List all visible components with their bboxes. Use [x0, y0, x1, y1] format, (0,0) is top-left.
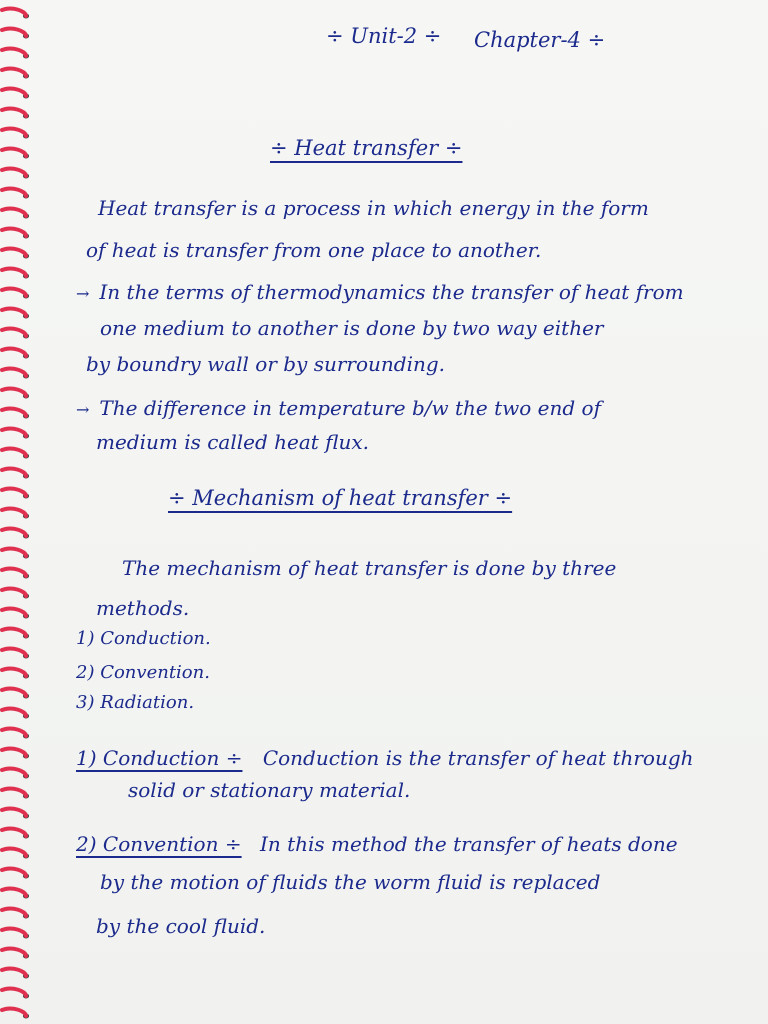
chapter-title: Chapter-4 ÷ — [474, 28, 606, 52]
spiral-ring — [2, 269, 26, 276]
spiral-ring — [2, 589, 26, 596]
spiral-ring — [2, 69, 26, 76]
spiral-ring — [2, 409, 26, 416]
spiral-ring — [2, 89, 26, 96]
spiral-ring — [2, 989, 26, 996]
spiral-ring — [2, 249, 26, 256]
spiral-ring — [2, 709, 26, 716]
conduction-text: Conduction is the transfer of heat through — [262, 746, 694, 770]
bullet-2-text: The difference in temperature b/w the two end of — [99, 396, 601, 420]
definition-line-2: of heat is transfer from one place to another. — [86, 238, 542, 262]
spiral-ring — [2, 969, 26, 976]
conduction-line-2: solid or stationary material. — [128, 778, 411, 802]
spiral-ring — [2, 149, 26, 156]
spiral-ring — [2, 729, 26, 736]
spiral-ring — [2, 829, 26, 836]
bullet-1-line-3: by boundry wall or by surrounding. — [86, 352, 446, 376]
spiral-ring — [2, 949, 26, 956]
spiral-ring — [2, 629, 26, 636]
spiral-ring — [2, 909, 26, 916]
method-item-2: 2) Convention. — [76, 662, 210, 683]
spiral-ring — [2, 809, 26, 816]
bullet-2-line-2: medium is called heat flux. — [96, 430, 370, 454]
convention-term: 2) Convention ÷ — [76, 832, 242, 856]
conduction-term: 1) Conduction ÷ — [76, 746, 243, 770]
spiral-ring — [2, 169, 26, 176]
spiral-ring — [2, 669, 26, 676]
spiral-ring — [2, 309, 26, 316]
spiral-ring — [2, 869, 26, 876]
convention-line-1 — [76, 834, 678, 854]
spiral-ring — [2, 489, 26, 496]
spiral-ring — [2, 369, 26, 376]
spiral-ring — [2, 789, 26, 796]
spiral-ring — [2, 449, 26, 456]
heat-transfer-heading: ÷ Heat transfer ÷ — [270, 136, 463, 160]
spiral-ring — [2, 389, 26, 396]
convention-line-3: by the cool fluid. — [96, 914, 266, 938]
mechanism-intro-line-2: methods. — [96, 596, 190, 620]
definition-line-1: Heat transfer is a process in which energy in the form — [98, 196, 649, 220]
spiral-ring — [2, 109, 26, 116]
spiral-ring — [2, 229, 26, 236]
spiral-ring — [2, 569, 26, 576]
spiral-ring — [2, 209, 26, 216]
spiral-ring — [2, 189, 26, 196]
spiral-ring — [2, 49, 26, 56]
spiral-ring — [2, 649, 26, 656]
spiral-ring — [2, 849, 26, 856]
bullet-1-line-2: one medium to another is done by two way either — [100, 316, 604, 340]
spiral-ring — [2, 329, 26, 336]
spiral-ring — [2, 689, 26, 696]
conduction-line-1 — [76, 748, 694, 768]
spiral-ring — [2, 889, 26, 896]
spiral-ring — [2, 29, 26, 36]
spiral-ring — [2, 509, 26, 516]
arrow-icon: → — [76, 284, 90, 303]
spiral-ring — [2, 609, 26, 616]
spiral-ring — [2, 749, 26, 756]
spiral-ring — [2, 529, 26, 536]
mechanism-heading: ÷ Mechanism of heat transfer ÷ — [168, 486, 513, 510]
mechanism-intro-line-1: The mechanism of heat transfer is done by three — [122, 556, 617, 580]
method-item-3: 3) Radiation. — [76, 692, 195, 713]
bullet-2-line-1 — [76, 398, 601, 418]
unit-title: ÷ Unit-2 ÷ — [326, 24, 442, 48]
spiral-ring — [2, 769, 26, 776]
spiral-ring — [2, 469, 26, 476]
bullet-1-text: In the terms of thermodynamics the transfer of heat from — [99, 280, 684, 304]
spiral-ring — [2, 9, 26, 16]
spiral-ring — [2, 349, 26, 356]
spiral-ring — [2, 289, 26, 296]
method-item-1: 1) Conduction. — [76, 628, 211, 649]
spiral-ring — [2, 429, 26, 436]
arrow-icon: → — [76, 400, 90, 419]
convention-text: In this method the transfer of heats done — [259, 832, 678, 856]
spiral-ring — [2, 929, 26, 936]
spiral-ring — [2, 1009, 26, 1016]
convention-line-2: by the motion of fluids the worm fluid is replaced — [100, 870, 601, 894]
spiral-ring — [2, 129, 26, 136]
spiral-binding — [0, 0, 40, 1024]
spiral-ring — [2, 549, 26, 556]
bullet-1-line-1 — [76, 282, 684, 302]
